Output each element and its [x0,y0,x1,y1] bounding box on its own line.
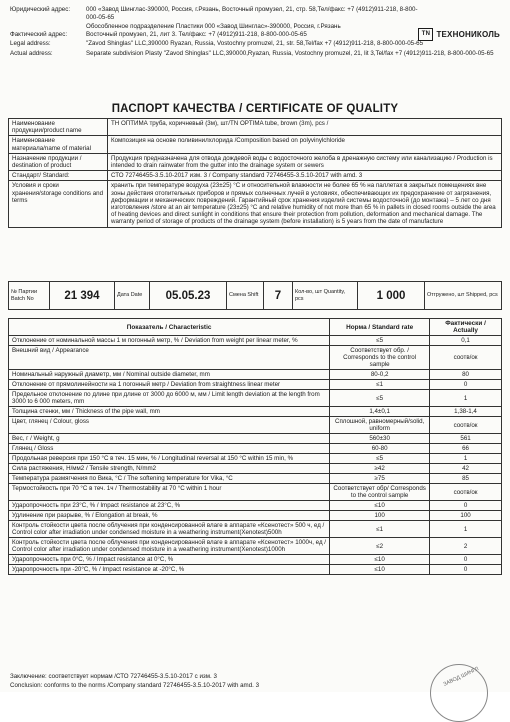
table-row [9,538,502,555]
characteristic-cell: Глянец / Gloss [9,444,330,454]
column-header-actual: Фактически / Actually [430,319,502,336]
column-header-characteristic: Показатель / Characteristic [9,319,330,336]
table-row [9,484,502,501]
characteristic-cell: Контроль стойкости цвета после облучения при конденсированной влаге в аппарате «Ксенотест» 1000ч, ед / Control color after irradiation under condensed moisture in a weathering instrument(Xenotest)1000h [9,538,330,555]
info-label: Условия и сроки хранения/storage conditions and terms [9,181,108,227]
logo-mark-icon: TN [418,28,433,41]
header-label: Юридический адрес: [10,6,71,13]
info-label: Наименование материала/name of material [9,136,108,153]
header-row [10,40,500,48]
info-row [9,171,502,181]
info-label: Стандарт/ Standard: [9,171,108,181]
logo-text: ТЕХНОНИКОЛЬ [436,30,500,39]
characteristic-cell: Отклонение от прямолинейности на 1 погонный метр / Deviation from straightness linear meter [9,380,330,390]
actual-value-cell: соотв/ок [430,417,502,434]
info-value: Композиция на основе поливинилхлорида /Composition based on polyvinylchloride [108,136,502,153]
actual-value-cell: соотв/ок [430,484,502,501]
table-row [9,346,502,370]
actual-value-cell: 0 [430,555,502,565]
standard-rate-cell: ≥75 [330,474,430,484]
quality-characteristics-table [8,318,502,575]
info-row [9,136,502,153]
table-row [9,511,502,521]
table-row [9,501,502,511]
standard-rate-cell: ≤10 [330,565,430,575]
characteristic-cell: Ударопрочность при -20°С, % / Impact resistance at -20°С, % [9,565,330,575]
standard-rate-cell: Соответствует обр. / Corresponds to the control sample [330,346,430,370]
standard-rate-cell: Сплошной, равномерный/solid, uniform [330,417,430,434]
header-label: Legal address: [10,40,51,48]
company-seal-stamp [430,664,488,722]
actual-value-cell: 0 [430,565,502,575]
header-value: Восточный промузел, 21, лит 3. Тел/факс: +7 (4912)911-218, 8-800-000-05-65 [86,30,307,38]
table-row [9,370,502,380]
date-value: 05.05.23 [150,282,227,310]
standard-rate-cell: ≤5 [330,390,430,407]
shift-value: 7 [264,282,293,310]
characteristic-cell: Толщина стенки, мм / Thickness of the pipe wall, mm [9,407,330,417]
standard-rate-cell: ≥42 [330,464,430,474]
table-header-row [9,319,502,336]
table-row [9,390,502,407]
batch-number-value: 21 394 [50,282,115,310]
header-label: Фактический адрес: [10,30,68,38]
standard-rate-cell: ≤2 [330,538,430,555]
table-row [9,464,502,474]
table-row [9,454,502,464]
actual-value-cell: 561 [430,434,502,444]
info-row [9,119,502,136]
table-row [9,521,502,538]
standard-rate-cell: ≤10 [330,501,430,511]
standard-rate-cell: Соответствует обр/ Corresponds to the control sample [330,484,430,501]
table-row [9,336,502,346]
characteristic-cell: Предельное отклонение по длине при длине от 3000 до 6000 м, мм / Limit length deviation at the length from 3000 to 6 000 meters, mm [9,390,330,407]
header-row [10,6,500,21]
table-row [9,434,502,444]
actual-value-cell: 42 [430,464,502,474]
actual-value-cell: 1 [430,390,502,407]
actual-value-cell: 0 [430,380,502,390]
actual-value-cell: 80 [430,370,502,380]
characteristic-cell: Температура размягчения по Вика, °С / The softening temperature for Vika, °С [9,474,330,484]
info-row [9,153,502,170]
actual-value-cell: 1,38-1,4 [430,407,502,417]
actual-value-cell: 0,1 [430,336,502,346]
seal-text: ЗАВОД ШИНГЛ [442,666,480,688]
standard-rate-cell: ≤5 [330,336,430,346]
characteristic-cell: Отклонение от номинальной массы 1 м погонный метр, % / Deviation from weight per linear meter, % [9,336,330,346]
standard-rate-cell: ≤1 [330,521,430,538]
info-value: TH ОПТИМА труба, коричневый (3м), шт/TN OPTIMA tube, brown (3m), pcs / [108,119,502,136]
table-row [9,444,502,454]
actual-value-cell: 100 [430,511,502,521]
header-label [10,23,86,31]
characteristic-cell: Продольная реверсия при 150 °С в теч. 15 мин, % / Longitudinal reversal at 150 °C within 15 min, % [9,454,330,464]
header-value: Обособленное подразделение Пластики 000 «Завод Шинглас»-390000, Россия, г.Рязань [86,23,341,31]
table-row [9,417,502,434]
characteristic-cell: Цвет, глянец / Colour, gloss [9,417,330,434]
actual-value-cell: 1 [430,521,502,538]
characteristic-cell: Сила растяжения, Н/мм2 / Tensile strength, N/mm2 [9,464,330,474]
actual-value-cell: 1 [430,454,502,464]
table-row [9,407,502,417]
standard-rate-cell: ≤10 [330,555,430,565]
header-value: 000 «Завод Шинглас-390000, Россия, г.Рязань, Восточный промузел, 21, стр. 58,Тел/факс: +7 (4912)911-218, 8-800-000-05-65 [86,6,418,21]
characteristic-cell: Термостойкость при 70 °С в теч. 1ч / Thermostability at 70 °C within 1 hour [9,484,330,501]
info-value: Продукция предназначена для отвода дождевой воды с водосточного желоба в дренажную систему или канализацию / Production is intended to drain rainwater from the gutter into the drainage system or sewers [108,153,502,170]
actual-value-cell: 0 [430,501,502,511]
table-body [9,336,502,575]
table-row [9,555,502,565]
batch-row [9,282,502,310]
quantity-value: 1 000 [358,282,425,310]
actual-value-cell: 66 [430,444,502,454]
table-row [9,565,502,575]
actual-value-cell: 2 [430,538,502,555]
conclusion-ru: Заключение: соответствует нормам /СТО 72746455-3.5.10-2017 с изм. 3 [10,673,217,680]
characteristic-cell: Внешний вид / Appearance [9,346,330,370]
actual-value-cell: 85 [430,474,502,484]
info-value: СТО 72746455-3.5.10-2017 изм. 3 / Company standard 72746455-3.5.10-2017 with amd. 3 [108,171,502,181]
header-value: "Zavod Shinglas" LLC,390000 Ryazan, Russia, Vostochny promuzel, 21, str. 58,Tel/fax +7 (4912)911-218, 8-800-000-05-65 [86,40,424,48]
batch-info-table [8,281,502,310]
table-row [9,380,502,390]
characteristic-cell: Контроль стойкости цвета после облучения при конденсированной влаге в аппарате «Ксенотест» 500 ч, ед / Control color after irradiation under condensed moisture in a weathering instrument(Xenotest)500h [9,521,330,538]
standard-rate-cell: ≤1 [330,380,430,390]
actual-value-cell: соотв/ок [430,346,502,370]
characteristic-cell: Ударопрочность при 23°С, % / Impact resistance at 23°С, % [9,501,330,511]
info-value: хранить при температуре воздуха (23±25) °С и относительной влажности не более 65 % на паллетах в закрытых помещениях вне зоны действия отопительных приборов и прямых солнечных лучей в условиях, обеспечивающих их предохранение от загрязнения, деформации и механических повреждений. Гарантийный срок хранения изделий системы водосточной (до монтажа) – 5 лет со дня изготовления /store at an air temperature (23±25) °C and relative humidity of not more than 65 % in pallets in closed rooms outside the area of heating devices and direct sunlight in conditions that ensure their protection from pollution, deformation and mechanical damage. The warranty period of storage of products of the drainage system (before installation) is 5 years from the date of manufacture [108,181,502,227]
info-label: Наименование продукции/product name [9,119,108,136]
date-label: Дата Date [115,282,150,310]
column-header-standard: Норма / Standard rate [330,319,430,336]
standard-rate-cell: 60-80 [330,444,430,454]
company-logo [418,28,500,41]
characteristic-cell: Ударопрочность при 0°С, % / Impact resistance at 0°С, % [9,555,330,565]
standard-rate-cell: 80-0,2 [330,370,430,380]
info-label: Назначение продукции / destination of product [9,153,108,170]
info-row [9,181,502,227]
header-value: Separate subdivision Plasty "Zavod Shinglas" LLC,390000,Ryazan, Russia, Vostochny promuzel, 21, lit 3,Tel/fax +7 (4912)911-218, 8-800-000-05-65 [86,49,494,57]
quantity-label: Кол-во, шт Quantity, pcs [293,282,358,310]
header-row [10,50,500,58]
conclusion-en: Conclusion: conforms to the norms /Company standard 72746455-3.5.10-2017 with amd. 3 [10,682,260,689]
shift-label: Смена Shift [227,282,264,310]
standard-rate-cell: 1,4±0,1 [330,407,430,417]
standard-rate-cell: ≤5 [330,454,430,464]
batch-number-label: № Партии Batch No [9,282,50,310]
page-title: ПАСПОРТ КАЧЕСТВА / CERTIFICATE OF QUALITY [111,103,399,115]
standard-rate-cell: 100 [330,511,430,521]
characteristic-cell: Вес, г / Weight, g [9,434,330,444]
header-label: Actual address: [10,49,53,57]
characteristic-cell: Номинальный наружный диаметр, мм / Nominal outside diameter, mm [9,370,330,380]
table-row [9,474,502,484]
characteristic-cell: Удлинение при разрыве, % / Elongation at break, % [9,511,330,521]
shipped-label: Отгружено, шт Shipped, pcs [425,282,502,310]
standard-rate-cell: 560±30 [330,434,430,444]
product-info-table [8,118,502,228]
